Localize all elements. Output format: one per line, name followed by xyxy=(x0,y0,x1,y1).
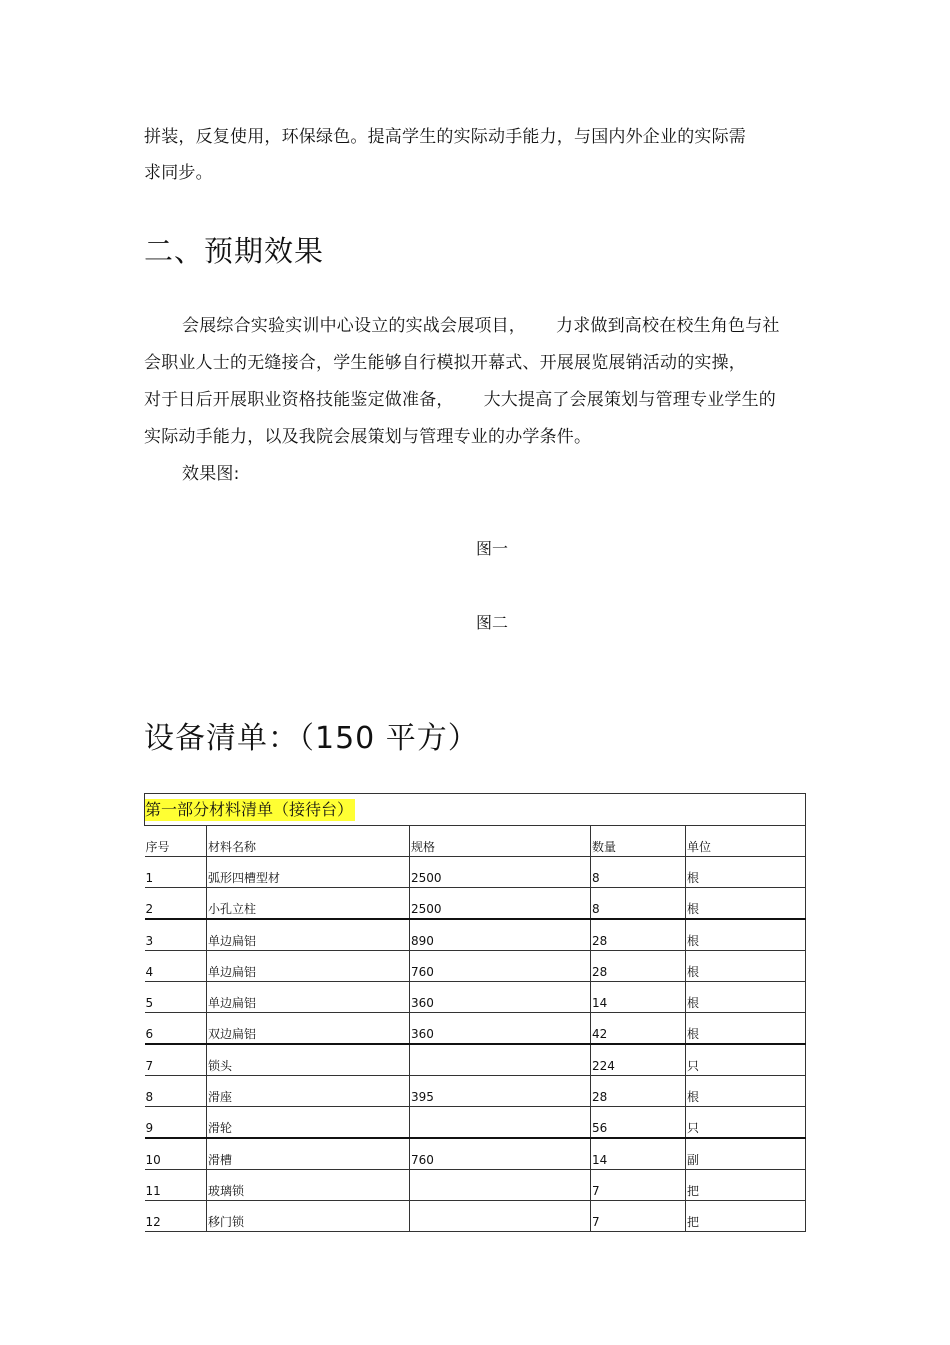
cell-spec: 760 xyxy=(410,1138,591,1170)
table-row xyxy=(145,857,806,888)
table-row xyxy=(145,951,806,982)
cell-unit: 只 xyxy=(686,1107,806,1139)
cell-index: 5 xyxy=(145,982,207,1013)
cell-index: 9 xyxy=(145,1107,207,1139)
cell-unit: 根 xyxy=(686,1013,806,1045)
table-title-cell xyxy=(145,794,806,826)
table-title-row xyxy=(145,794,806,826)
cell-material-name: 双边扁铝 xyxy=(207,1013,410,1045)
cell-material-name: 锁头 xyxy=(207,1044,410,1076)
cell-spec: 360 xyxy=(410,982,591,1013)
table-row xyxy=(145,982,806,1013)
header-cell-unit: 单位 xyxy=(686,826,806,857)
cell-index: 11 xyxy=(145,1170,207,1201)
cell-unit: 根 xyxy=(686,982,806,1013)
table-row xyxy=(145,1013,806,1045)
cell-spec xyxy=(410,1201,591,1232)
cell-material-name: 小孔立柱 xyxy=(207,888,410,920)
paragraph-line-1 xyxy=(182,316,780,336)
cell-quantity: 8 xyxy=(591,888,686,920)
cell-quantity: 28 xyxy=(591,951,686,982)
cell-quantity: 56 xyxy=(591,1107,686,1139)
table-row xyxy=(145,1076,806,1107)
cell-quantity: 7 xyxy=(591,1201,686,1232)
cell-unit: 根 xyxy=(686,919,806,951)
cell-quantity: 28 xyxy=(591,919,686,951)
table-row xyxy=(145,1138,806,1170)
cell-index: 8 xyxy=(145,1076,207,1107)
header-cell-material-name: 材料名称 xyxy=(207,826,410,857)
cell-index: 7 xyxy=(145,1044,207,1076)
cell-quantity: 42 xyxy=(591,1013,686,1045)
cell-quantity: 14 xyxy=(591,1138,686,1170)
cell-spec: 2500 xyxy=(410,857,591,888)
cell-material-name: 移门锁 xyxy=(207,1201,410,1232)
cell-material-name: 单边扁铝 xyxy=(207,982,410,1013)
table-row xyxy=(145,1170,806,1201)
paragraph-line-3a: 对于日后开展职业资格技能鉴定做准备， xyxy=(144,390,454,410)
effect-label: 效果图: xyxy=(182,464,240,484)
section-heading-expected-effect: 二、预期效果 xyxy=(144,234,325,268)
header-cell-spec: 规格 xyxy=(410,826,591,857)
paragraph-line-2: 会职业人士的无缝接合，学生能够自行模拟开幕式、开展展览展销活动的实操， xyxy=(144,353,746,373)
cell-material-name: 滑槽 xyxy=(207,1138,410,1170)
equipment-table xyxy=(144,793,806,1232)
header-cell-index: 序号 xyxy=(145,826,207,857)
table-row xyxy=(145,919,806,951)
table-row xyxy=(145,1201,806,1232)
cell-spec xyxy=(410,1170,591,1201)
cell-index: 12 xyxy=(145,1201,207,1232)
cell-unit: 根 xyxy=(686,888,806,920)
cell-quantity: 7 xyxy=(591,1170,686,1201)
cell-material-name: 滑轮 xyxy=(207,1107,410,1139)
cell-unit: 根 xyxy=(686,857,806,888)
figure-1-caption: 图一 xyxy=(476,539,509,558)
cell-quantity: 224 xyxy=(591,1044,686,1076)
paragraph-line-3b: 大大提高了会展策划与管理专业学生的 xyxy=(483,390,777,410)
equipment-list-heading: 设备清单：（150 平方） xyxy=(144,721,479,756)
cell-unit: 只 xyxy=(686,1044,806,1076)
table-header-row xyxy=(145,826,806,857)
cell-index: 6 xyxy=(145,1013,207,1045)
cell-material-name: 滑座 xyxy=(207,1076,410,1107)
cell-quantity: 28 xyxy=(591,1076,686,1107)
cell-index: 3 xyxy=(145,919,207,951)
cell-material-name: 玻璃锁 xyxy=(207,1170,410,1201)
cell-spec xyxy=(410,1107,591,1139)
cell-index: 4 xyxy=(145,951,207,982)
table-row xyxy=(145,888,806,920)
cell-index: 1 xyxy=(145,857,207,888)
table-row xyxy=(145,1107,806,1139)
paragraph-line-1b: 力求做到高校在校生角色与社 xyxy=(556,316,780,336)
intro-line-1: 拼装，反复使用，环保绿色。提高学生的实际动手能力，与国内外企业的实际需 xyxy=(144,127,746,147)
cell-unit: 把 xyxy=(686,1201,806,1232)
paragraph-line-1a: 会展综合实验实训中心设立的实战会展项目， xyxy=(182,316,526,336)
cell-spec: 890 xyxy=(410,919,591,951)
cell-spec xyxy=(410,1044,591,1076)
cell-spec: 2500 xyxy=(410,888,591,920)
table-title: 第一部分材料清单（接待台） xyxy=(145,799,354,819)
figure-2-caption: 图二 xyxy=(476,613,509,632)
cell-index: 2 xyxy=(145,888,207,920)
cell-spec: 760 xyxy=(410,951,591,982)
cell-material-name: 单边扁铝 xyxy=(207,919,410,951)
cell-quantity: 8 xyxy=(591,857,686,888)
cell-material-name: 单边扁铝 xyxy=(207,951,410,982)
cell-unit: 根 xyxy=(686,951,806,982)
intro-line-2: 求同步。 xyxy=(144,163,213,183)
cell-spec: 360 xyxy=(410,1013,591,1045)
cell-unit: 根 xyxy=(686,1076,806,1107)
cell-unit: 把 xyxy=(686,1170,806,1201)
paragraph-line-3 xyxy=(144,390,776,410)
paragraph-line-4: 实际动手能力，以及我院会展策划与管理专业的办学条件。 xyxy=(144,427,592,447)
cell-index: 10 xyxy=(145,1138,207,1170)
cell-material-name: 弧形四槽型材 xyxy=(207,857,410,888)
table-row xyxy=(145,1044,806,1076)
cell-unit: 副 xyxy=(686,1138,806,1170)
header-cell-quantity: 数量 xyxy=(591,826,686,857)
cell-spec: 395 xyxy=(410,1076,591,1107)
cell-quantity: 14 xyxy=(591,982,686,1013)
